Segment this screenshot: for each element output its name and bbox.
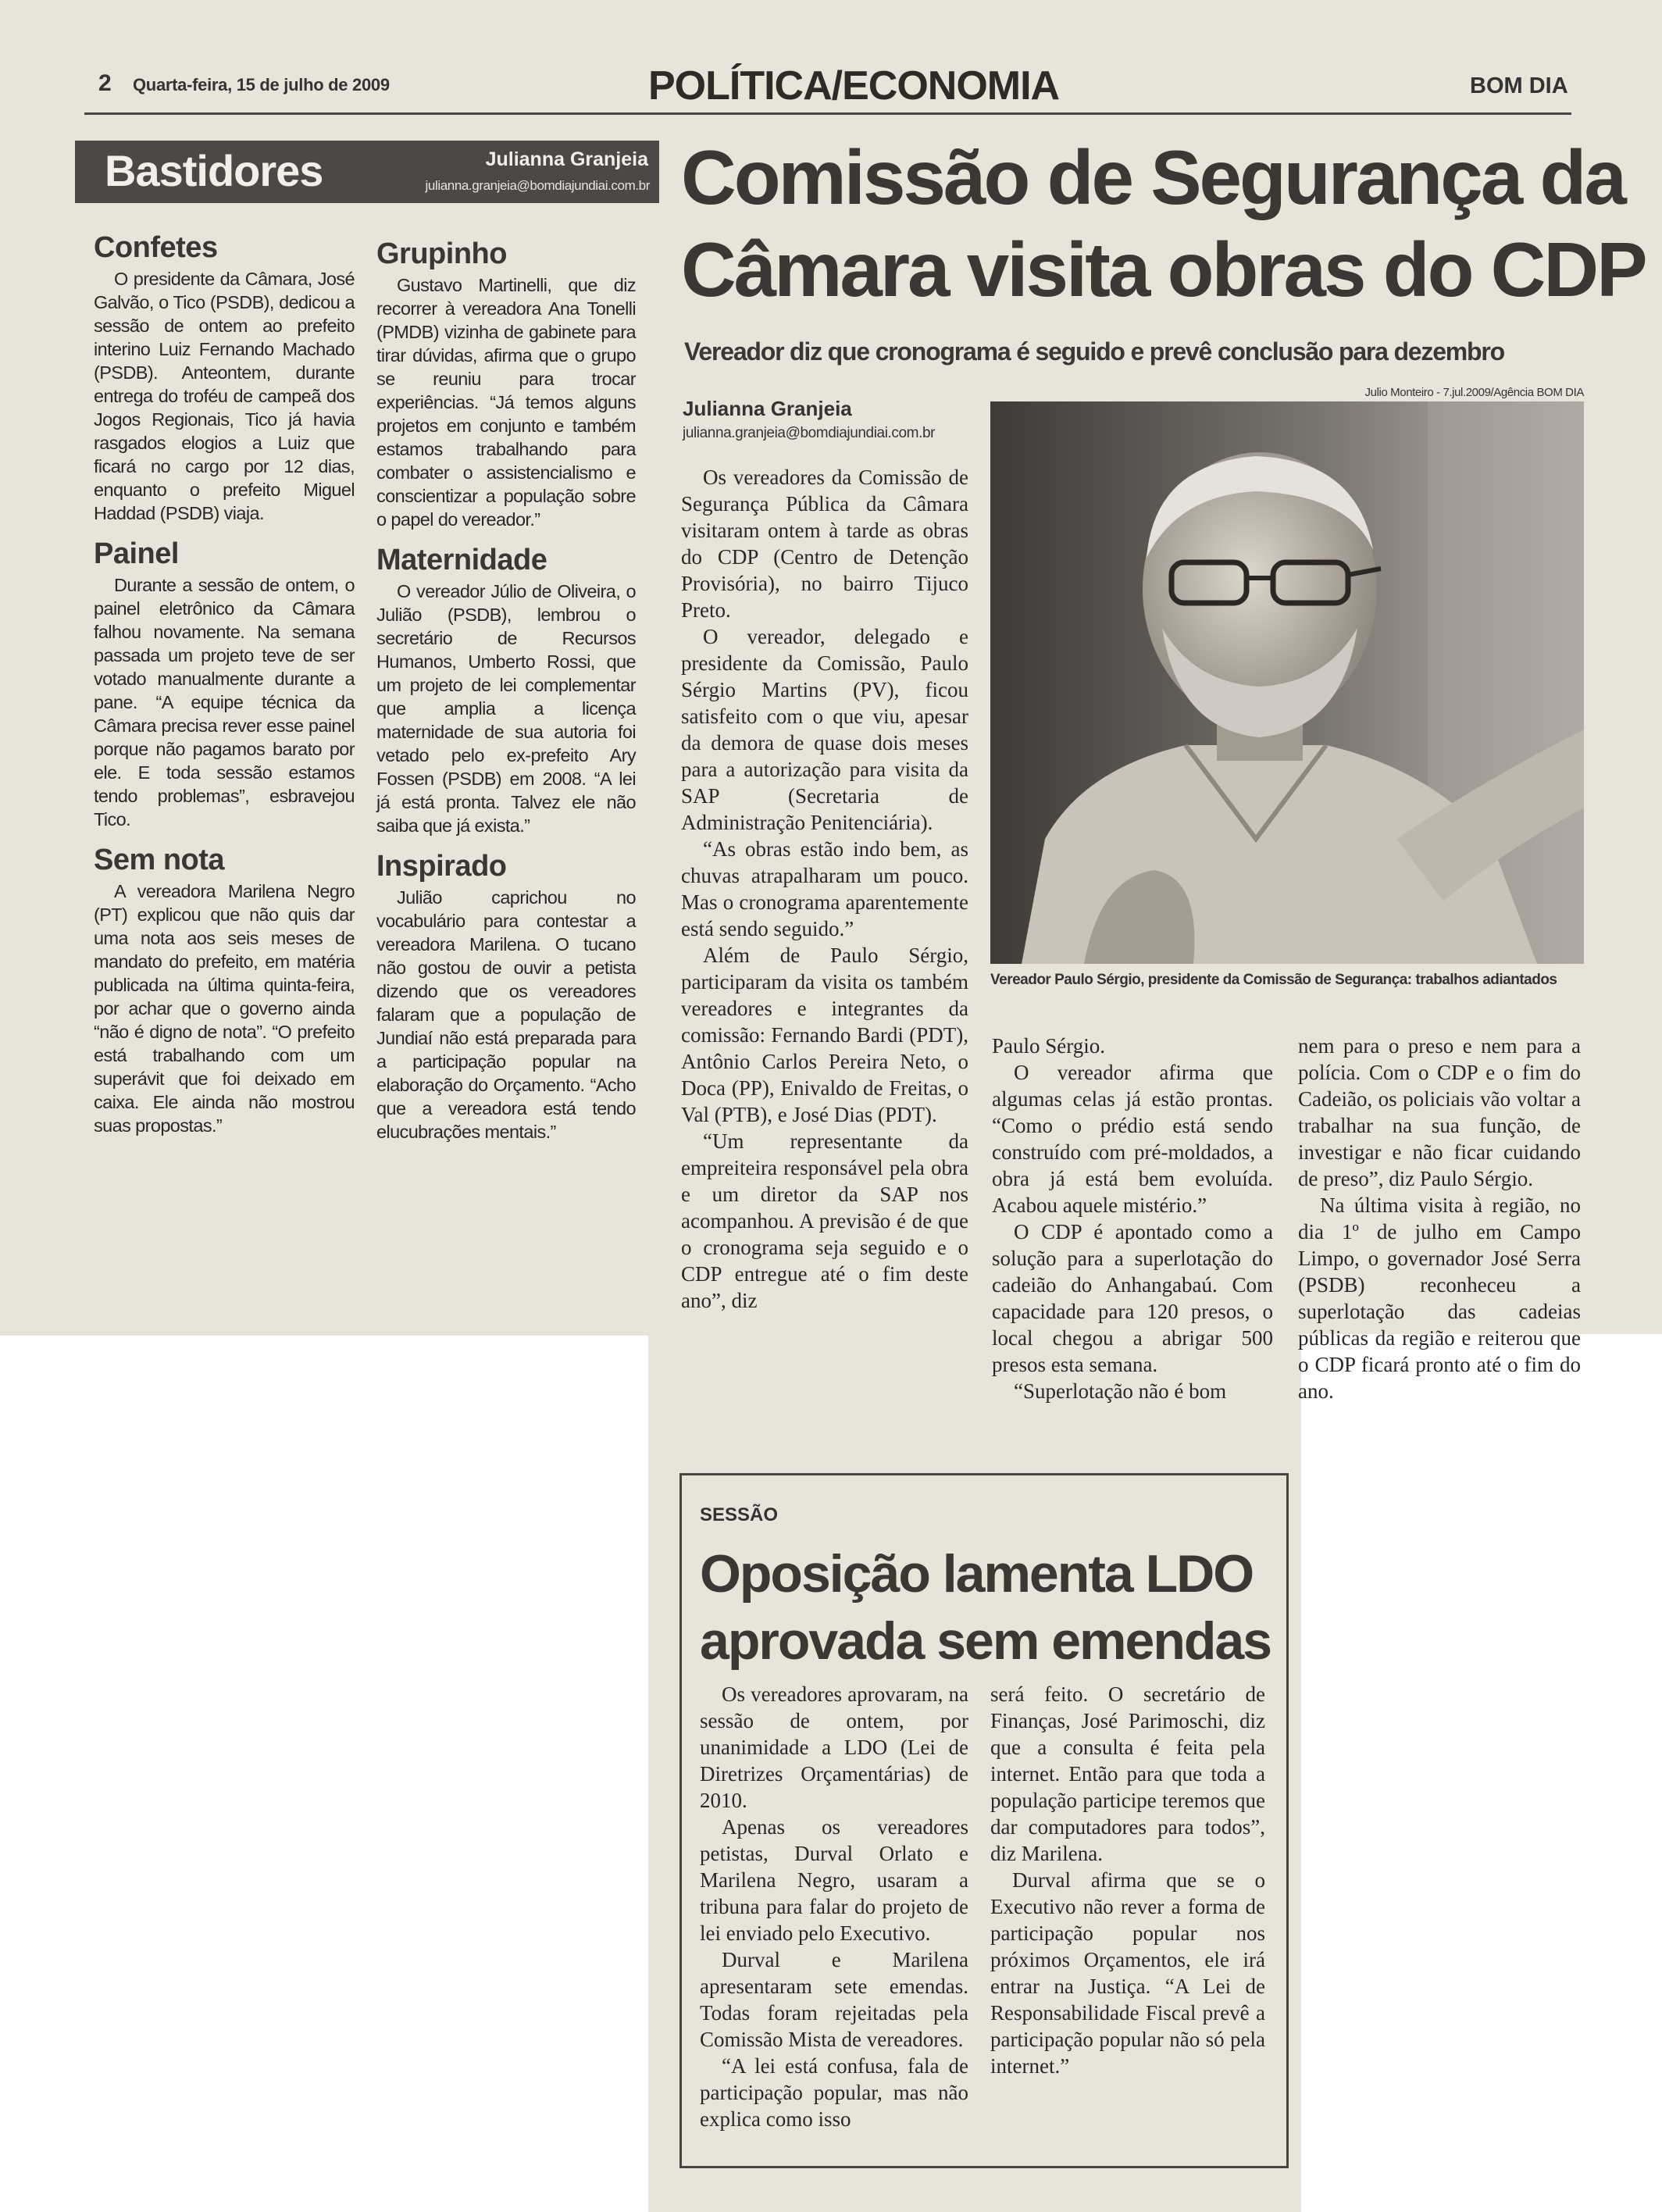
main-email: julianna.granjeia@bomdiajundiai.com.br [683, 425, 936, 441]
second-col1-p2: Apenas os vereadores petistas, Durval Orlato e Marilena Negro, usaram a tribuna para falar do projeto de lei enviado pelo Executivo. [700, 1815, 968, 1945]
main-headline-line-2: Câmara visita obras do CDP [681, 227, 1646, 312]
second-headline-line-1: Oposição lamenta LDO [700, 1544, 1254, 1604]
masthead-rule [84, 112, 1571, 115]
main-col3-p2: Na última visita à região, no dia 1º de julho em Campo Limpo, o governador José Serra (PSDB) reconheceu a superlotação das cadeias públicas da região e reiterou que o CDP ficará pronto até o fim do ano. [1298, 1193, 1581, 1403]
section-title: POLÍTICA/ECONOMIA [648, 63, 1060, 109]
portrait-illustration [990, 401, 1584, 964]
main-column-2 [992, 1033, 1273, 1404]
second-headline-line-2: aprovada sem emendas [700, 1611, 1271, 1671]
main-col1-p4: Além de Paulo Sérgio, participaram da visita os também vereadores e integrantes da comissão: Fernando Bardi (PDT), Antônio Carlos Pereira Neto, o Doca (PP), Enivaldo de Freitas, o Val (PTB), e José Dias (PDT). [681, 944, 968, 1126]
main-author: Julianna Granjeia [683, 397, 852, 420]
note-text-painel: Durante a sessão de ontem, o painel eletrônico da Câmara falhou novamente. Na semana passada um projeto teve de ser votado manualmente durante a pane. “A equipe técnica da Câmara precisa rever esse painel porque não pagamos barato por ele. E toda sessão estamos tendo problemas”, esbravejou Tico. [94, 575, 355, 830]
bastidores-heading: Bastidores [105, 146, 323, 195]
note-title-confetes: Confetes [94, 231, 218, 264]
main-col1-p5: “Um representante da empreiteira responsável pela obra e um diretor da SAP nos acompanhou. A previsão é de que o cronograma seja seguido e o CDP entregue até o fim deste ano”, diz [681, 1129, 968, 1312]
bastidores-author: Julianna Granjeia [485, 148, 648, 170]
issue-date: Quarta-feira, 15 de julho de 2009 [133, 75, 390, 95]
photo-caption: Vereador Paulo Sérgio, presidente da Comissão de Segurança: trabalhos adiantados [990, 972, 1557, 988]
second-col2-p2: Durval afirma que se o Executivo não rever a forma de participação popular nos próximos Orçamentos, ele irá entrar na Justiça. “A Lei de Responsabilidade Fiscal prevê a participação popular não só pela internet.” [990, 1868, 1265, 2078]
note-title-maternidade: Maternidade [376, 544, 547, 576]
note-text-maternidade: O vereador Júlio de Oliveira, o Julião (PSDB), lembrou o secretário de Recursos Humanos, Umberto Rossi, que um projeto de lei complementar que amplia a licença maternidade de sua autoria foi vetado pelo ex-prefeito Ary Fossen (PSDB) em 2008. “A lei já está pronta. Talvez ele não saiba que já exista.” [376, 581, 636, 836]
note-text-sem-nota: A vereadora Marilena Negro (PT) explicou que não quis dar uma nota aos seis meses de mandato do prefeito, em matéria publicada na última quinta-feira, por achar que o governo ainda “não é digno de nota”. “O prefeito está trabalhando com um superávit que foi deixado em caixa. Ele ainda não mostrou suas propostas.” [94, 881, 355, 1136]
main-col2-p2: O vereador afirma que algumas celas já estão prontas. “Como o prédio está sendo construído com pré-moldados, a obra já está bem evoluída. Acabou aquele mistério.” [992, 1061, 1273, 1217]
second-kicker: SESSÃO [700, 1504, 779, 1525]
second-col2-p1: será feito. O secretário de Finanças, José Parimoschi, diz que a consulta é feita pela internet. Então para que toda a população participe teremos que dar computadores para todos”, diz Marilena. [990, 1682, 1265, 1865]
second-column-2 [990, 1681, 1265, 2079]
main-col2-p3: O CDP é apontado como a solução para a superlotação do cadeião do Anhangabaú. Com capacidade para 120 presos, o local chegou a abrigar 500 presos esta semana. [992, 1220, 1273, 1376]
photo-vereador [990, 401, 1584, 964]
second-col1-p4: “A lei está confusa, fala de participação popular, mas não explica como isso [700, 2054, 968, 2131]
main-column-3 [1298, 1033, 1581, 1404]
main-col3-p1: nem para o preso e nem para a polícia. Com o CDP e o fim do Cadeião, os policiais vão voltar a trabalhar na sua função, de investigar e não ficar cuidando de preso”, diz Paulo Sérgio. [1298, 1034, 1581, 1190]
main-col2-p1: Paulo Sérgio. [992, 1034, 1106, 1058]
main-column-1 [681, 464, 968, 1314]
main-col2-p4: “Superlotação não é bom [1014, 1379, 1227, 1403]
note-title-sem-nota: Sem nota [94, 844, 225, 876]
note-text-confetes: O presidente da Câmara, José Galvão, o Tico (PSDB), dedicou a sessão de ontem ao prefeito interino Luiz Fernando Machado (PSDB). Anteontem, durante entrega do troféu de campeã dos Jogos Regionais, Tico já havia rasgados elogios a Luiz que ficará no cargo por 12 dias, enquanto o prefeito Miguel Haddad (PSDB) viaja. [94, 269, 355, 523]
note-text-grupinho: Gustavo Martinelli, que diz recorrer à vereadora Ana Tonelli (PMDB) vizinha de gabinete para tirar dúvidas, afirma que o grupo se reuniu para trocar experiências. “Já temos alguns projetos em conjunto e também estamos trabalhando para combater o assistencialismo e conscientizar a população sobre o papel do vereador.” [376, 275, 636, 530]
photo-credit: Julio Monteiro - 7.jul.2009/Agência BOM DIA [1364, 386, 1584, 399]
note-title-inspirado: Inspirado [376, 850, 507, 883]
bastidores-column-2 [376, 237, 636, 1143]
note-text-inspirado: Julião caprichou no vocabulário para contestar a vereadora Marilena. O tucano não gostou de ouvir a petista dizendo que os vereadores falaram que a população de Jundiaí não está preparada para a participação popular na elaboração do Orçamento. “Acho que a vereadora está tendo elucubrações mentais.” [376, 887, 636, 1142]
second-col1-p1: Os vereadores aprovaram, na sessão de ontem, por unanimidade a LDO (Lei de Diretrizes Orçamentárias) de 2010. [700, 1682, 968, 1812]
main-col1-p2: O vereador, delegado e presidente da Comissão, Paulo Sérgio Martins (PV), ficou satisfeito com o que viu, apesar da demora de quase dois meses para a autorização para visita da SAP (Secretaria de Administração Penitenciária). [681, 625, 968, 834]
note-title-painel: Painel [94, 537, 179, 570]
main-subheadline: Vereador diz que cronograma é seguido e prevê conclusão para dezembro [684, 337, 1504, 366]
main-col1-p1: Os vereadores da Comissão de Segurança Pública da Câmara visitaram ontem à tarde as obras do CDP (Centro de Detenção Provisória), no bairro Tijuco Preto. [681, 466, 968, 622]
main-headline-line-1: Comissão de Segurança da [681, 134, 1625, 220]
paper-name: BOM DIA [1470, 73, 1568, 98]
page-number: 2 [98, 70, 112, 96]
note-title-grupinho: Grupinho [376, 237, 507, 270]
bastidores-column-1 [94, 231, 355, 1137]
main-col1-p3: “As obras estão indo bem, as chuvas atrapalharam um pouco. Mas o cronograma aparentemente está sendo seguido.” [681, 837, 968, 940]
second-column-1 [700, 1681, 968, 2132]
second-col1-p3: Durval e Marilena apresentaram sete emendas. Todas foram rejeitadas pela Comissão Mista de vereadores. [700, 1948, 968, 2051]
bastidores-email: julianna.granjeia@bomdiajundiai.com.br [425, 178, 650, 193]
